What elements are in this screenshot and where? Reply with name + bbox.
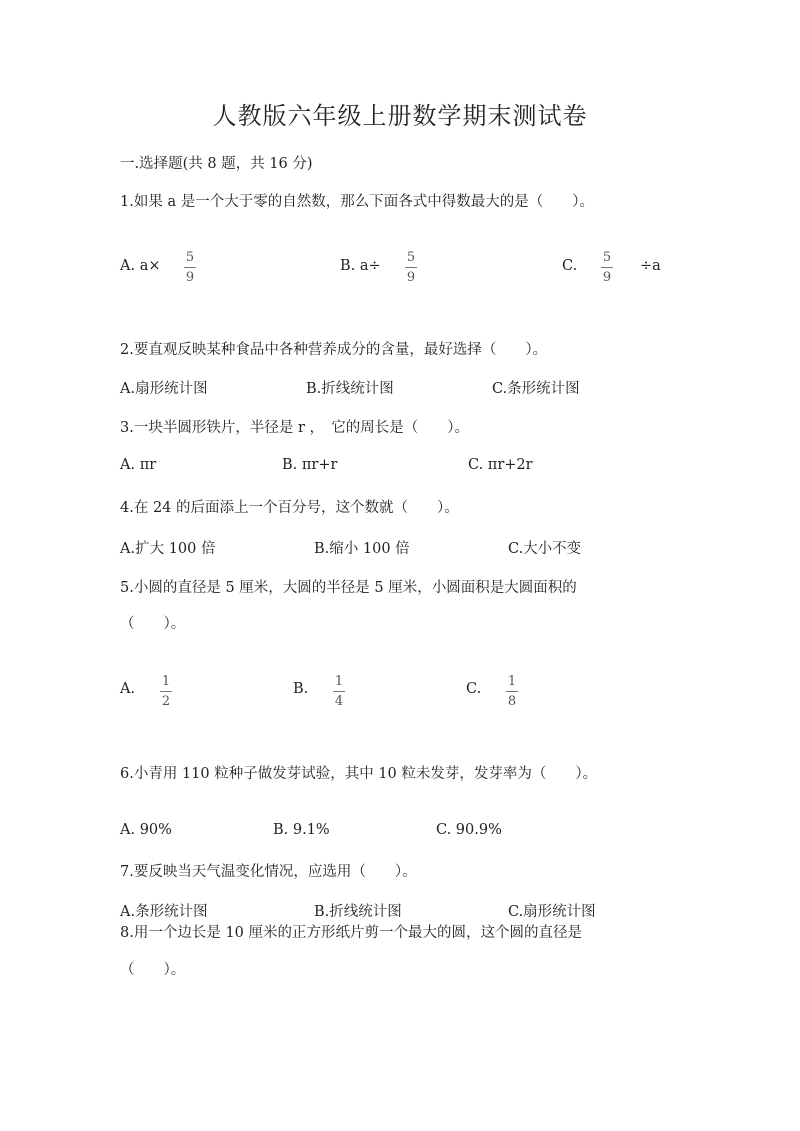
q1-option-c-suffix: ÷a xyxy=(640,258,661,274)
q1-option-a-fraction xyxy=(184,251,196,284)
fraction-bar xyxy=(506,691,518,692)
q1-option-a-label: A. a× xyxy=(120,258,161,274)
fraction-bar xyxy=(405,267,417,268)
q3-option-b: B. πr+r xyxy=(282,457,338,473)
question-8-text-cont: （ ）。 xyxy=(120,962,186,978)
q5-option-b-label: B. xyxy=(293,681,309,697)
q5-option-c-fraction xyxy=(506,675,518,708)
fraction-bar xyxy=(160,691,172,692)
q2-option-a: A.扇形统计图 xyxy=(120,381,208,397)
fraction-denominator: 4 xyxy=(334,694,344,709)
fraction-denominator: 2 xyxy=(161,694,171,709)
q4-option-c: C.大小不变 xyxy=(508,541,582,557)
fraction-bar xyxy=(601,267,613,268)
question-1-text: 1.如果 a 是一个大于零的自然数，那么下面各式中得数最大的是（ ）。 xyxy=(120,194,594,210)
fraction-denominator: 9 xyxy=(406,270,416,285)
question-5-text-cont: （ ）。 xyxy=(120,616,186,632)
q2-option-c: C.条形统计图 xyxy=(492,381,580,397)
q5-option-a-fraction xyxy=(160,675,172,708)
q3-option-a: A. πr xyxy=(120,457,157,473)
q1-option-b-label: B. a÷ xyxy=(340,258,381,274)
q3-option-c: C. πr+2r xyxy=(468,457,533,473)
q7-option-b: B.折线统计图 xyxy=(314,904,402,920)
fraction-denominator: 9 xyxy=(185,270,195,285)
q6-option-c: C. 90.9% xyxy=(436,822,502,838)
q1-option-c-label: C. xyxy=(562,258,578,274)
question-8-text: 8.用一个边长是 10 厘米的正方形纸片剪一个最大的圆，这个圆的直径是 xyxy=(120,925,583,941)
question-6-text: 6.小青用 110 粒种子做发芽试验，其中 10 粒未发芽，发芽率为（ ）。 xyxy=(120,766,598,782)
q5-option-a-label: A. xyxy=(120,681,136,697)
q5-option-b-fraction xyxy=(333,675,345,708)
fraction-numerator: 1 xyxy=(334,674,344,689)
fraction-numerator: 5 xyxy=(185,250,195,265)
page-title: 人教版六年级上册数学期末测试卷 xyxy=(212,102,588,130)
q7-option-a: A.条形统计图 xyxy=(120,904,208,920)
question-5-text: 5.小圆的直径是 5 厘米，大圆的半径是 5 厘米，小圆面积是大圆面积的 xyxy=(120,580,577,596)
q2-option-b: B.折线统计图 xyxy=(306,381,394,397)
fraction-denominator: 8 xyxy=(507,694,517,709)
q1-option-b-fraction xyxy=(405,251,417,284)
fraction-denominator: 9 xyxy=(602,270,612,285)
fraction-numerator: 1 xyxy=(161,674,171,689)
fraction-bar xyxy=(333,691,345,692)
q1-option-c-fraction xyxy=(601,251,613,284)
fraction-numerator: 5 xyxy=(406,250,416,265)
fraction-numerator: 5 xyxy=(602,250,612,265)
section-heading: 一.选择题(共 8 题，共 16 分) xyxy=(120,156,313,172)
q5-option-c-label: C. xyxy=(466,681,482,697)
q6-option-b: B. 9.1% xyxy=(273,822,330,838)
q4-option-a: A.扩大 100 倍 xyxy=(120,541,216,557)
q6-option-a: A. 90% xyxy=(120,822,172,838)
question-4-text: 4.在 24 的后面添上一个百分号，这个数就（ ）。 xyxy=(120,500,459,516)
q4-option-b: B.缩小 100 倍 xyxy=(314,541,410,557)
question-7-text: 7.要反映当天气温变化情况，应选用（ ）。 xyxy=(120,864,417,880)
fraction-numerator: 1 xyxy=(507,674,517,689)
fraction-bar xyxy=(184,267,196,268)
question-3-text: 3.一块半圆形铁片，半径是 r ， 它的周长是（ ）。 xyxy=(120,420,469,436)
q7-option-c: C.扇形统计图 xyxy=(508,904,596,920)
question-2-text: 2.要直观反映某种食品中各种营养成分的含量，最好选择（ ）。 xyxy=(120,342,548,358)
